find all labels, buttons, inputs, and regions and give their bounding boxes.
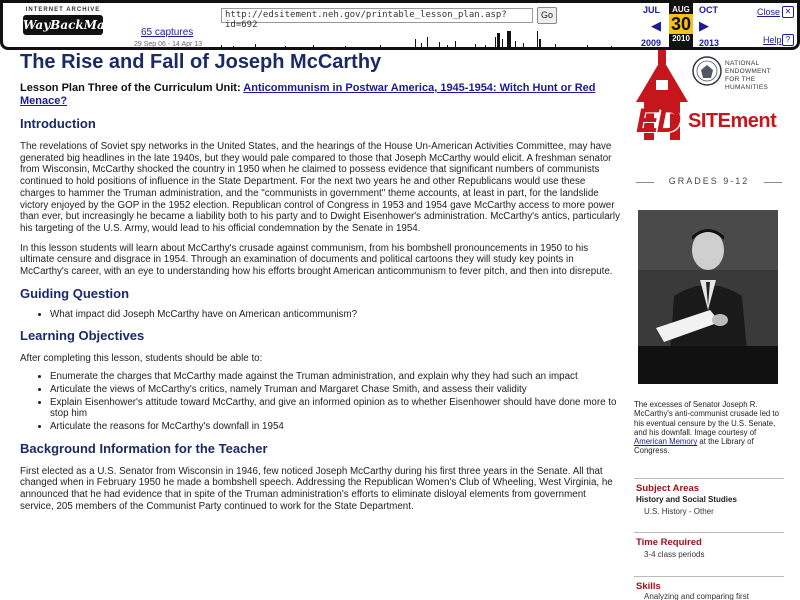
divider	[634, 532, 784, 533]
skills-heading: Skills	[636, 581, 661, 592]
list-item: • Articulate the views of McCarthy's critics, namely Truman and Margaret Chase Smith, and assess their validity	[50, 384, 620, 396]
objectives-intro: After completing this lesson, students should be able to:	[20, 353, 263, 365]
page-title: The Rise and Fall of Joseph McCarthy	[20, 51, 382, 73]
time-required-value: 3-4 class periods	[644, 550, 705, 559]
current-day: 30	[670, 14, 692, 34]
mccarthy-photo	[638, 210, 778, 384]
captures-link[interactable]: 65 captures	[141, 27, 194, 38]
grade-level	[634, 176, 784, 186]
objectives-list	[20, 371, 620, 433]
help-icon[interactable]: ?	[782, 34, 794, 46]
wayback-logo-top: INTERNET ARCHIVE	[25, 7, 101, 13]
intro-paragraph-2: In this lesson students will learn about McCarthy's crusade against communism, from his bombshell pronouncements in 1950 to his ultimate censure and disgrace in 1954. Through an examination of documents and political cartoons they will study key points in McCarthy's career, with an eye to understanding how his efforts brought American anticommunism to fever pitch, and then into disrepute.	[20, 242, 613, 278]
logo-ed-text: ED	[636, 102, 680, 140]
list-item: • What impact did Joseph McCarthy have on American anticommunism?	[50, 309, 620, 321]
subject-area-value: U.S. History - Other	[644, 507, 714, 516]
subject-areas-heading: Subject Areas	[636, 483, 700, 494]
curriculum-unit-link[interactable]: Anticommunism in Postwar America, 1945-1954: Witch Hunt or Red Menace?	[20, 82, 596, 107]
guiding-question-list	[20, 309, 620, 321]
lesson-content	[20, 50, 620, 512]
capture-sparkline[interactable]	[215, 29, 625, 49]
guiding-question-heading: Guiding Question	[20, 285, 130, 301]
wayback-toolbar	[0, 0, 800, 50]
list-item: • Enumerate the charges that McCarthy made against the Truman administration, and explain why they had such an impact	[50, 371, 620, 383]
background-heading: Background Information for the Teacher	[20, 440, 268, 456]
next-year[interactable]: 2013	[699, 38, 720, 48]
neh-line: NATIONAL	[725, 60, 760, 67]
background-paragraph-1: First elected as a U.S. Senator from Wisconsin in 1946, few noticed Joseph McCarthy during his first three years in the Senate. All that changed when in February 1950 he made a bombshell speech. Addressing the Republican Women's Club of Wheeling, West Virginia, he announced that he had evidence that in spite of the Truman administration's efforts to eliminate disloyal elements from government service, 205 members of the Communist Party continued to work for the State Department.	[20, 465, 613, 512]
prev-month[interactable]: JUL	[643, 5, 661, 15]
capture-range: 29 Sep 06 - 14 Apr 13	[134, 41, 203, 48]
logo-site-text: SITEment	[688, 110, 777, 132]
current-month: AUG	[672, 5, 690, 14]
subject-area-name: History and Social Studies	[636, 495, 737, 504]
neh-seal-icon	[692, 56, 722, 86]
prev-year[interactable]: 2009	[641, 38, 662, 48]
neh-name[interactable]	[725, 60, 771, 92]
prev-arrow-icon[interactable]: ◀	[651, 18, 661, 33]
close-icon[interactable]: ✕	[782, 6, 794, 18]
wayback-logo[interactable]	[23, 7, 142, 41]
neh-line: FOR THE	[725, 76, 756, 83]
photo-caption	[634, 400, 784, 456]
url-input[interactable]: http://edsitement.neh.gov/printable_lesson_plan.asp?id=692	[221, 8, 533, 23]
intro-paragraph-1: The revelations of Soviet spy networks in the United States, and the hearings of the House Un-American Activities Committee, may have generated big headlines in the late 1940s, but they would pale compared to those that Joseph McCarthy would elicit. A freshman senator from Wisconsin, McCarthy shocked the country in 1950 when he claimed to possess evidence that significant numbers of communists continued to hold positions of influence in the State Department. For the next two years he and other Republicans would use these charges to hammer the Truman administration, and the "communists in government" theme accounts, at least in part, for the landslide victory enjoyed by the GOP in the 1952 election. Republican control of Congress in 1953 and 1954 gave McCarthy access to more power than ever, but increasingly he became a liability both to his party and to Dwight Eisenhower's administration. McCarthy's antics, particularly his targeting of the U.S. Army, would lead to his official condemnation by the Senate in 1954.	[20, 141, 621, 234]
american-memory-link[interactable]: American Memory	[634, 437, 698, 447]
current-year: 2010	[672, 34, 690, 43]
next-arrow-icon[interactable]: ▶	[699, 18, 709, 33]
neh-line: HUMANITIES	[725, 84, 769, 91]
divider	[634, 576, 784, 577]
caption-text: The excesses of Senator Joseph R. McCarthy's anti-communist crusade led to his eventual censure by the U.S. Senate, and his downfall. Image courtesy of	[634, 400, 779, 437]
curriculum-subtitle	[20, 82, 620, 108]
divider	[634, 478, 784, 479]
photo-image	[638, 210, 778, 384]
skills-value: Analyzing and comparing first	[644, 592, 749, 600]
grade-level-text: GRADES 9-12	[668, 176, 750, 186]
help-link[interactable]: Help	[763, 35, 782, 45]
next-month[interactable]: OCT	[699, 5, 718, 15]
neh-line: ENDOWMENT	[725, 68, 772, 75]
wayback-logo-main: WayBackMachine	[23, 15, 103, 35]
list-item: • Articulate the reasons for McCarthy's downfall in 1954	[50, 421, 620, 433]
calendar-nav	[639, 3, 729, 49]
current-capture	[669, 3, 693, 49]
subtitle-prefix: Lesson Plan Three of the Curriculum Unit:	[20, 82, 244, 94]
caption-tail: at the Library of Congress.	[634, 437, 754, 456]
learning-objectives-heading: Learning Objectives	[20, 328, 145, 344]
time-required-heading: Time Required	[636, 537, 702, 548]
go-button[interactable]: Go	[537, 7, 557, 24]
close-link[interactable]: Close	[757, 7, 781, 17]
list-item: • Explain Eisenhower's attitude toward McCarthy, and give an informed opinion as to whether Eisenhower should have done more to stop him	[50, 397, 620, 420]
introduction-heading: Introduction	[20, 116, 96, 131]
